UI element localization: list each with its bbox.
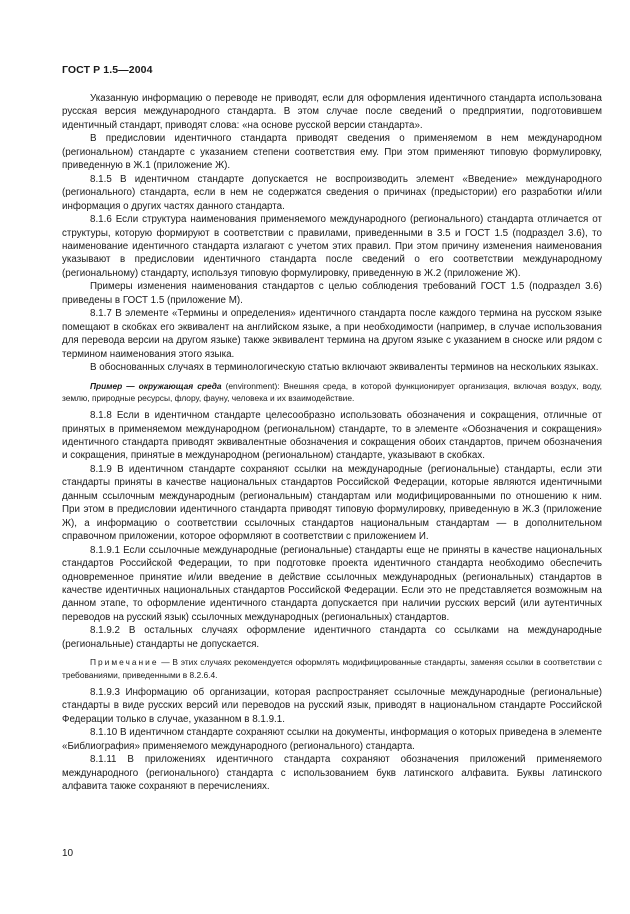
paragraph-preface-info: В предисловии идентичного стандарта приводят сведения о применяемом в нем международном (региональном) стандарте с указанием степени соответствия ему. При этом применяют типовую формулировку, приведенную в Ж.1 (приложение Ж). bbox=[62, 133, 602, 172]
paragraph-8-1-11: 8.1.11 В приложениях идентичного стандарта сохраняют обозначения приложений применяемого международного (регионального) стандарта с использованием букв латинского алфавита. Буквы латинского алфавита также сохраняют в перечислениях. bbox=[62, 754, 602, 793]
note-block bbox=[62, 656, 602, 681]
paragraph-8-1-10: 8.1.10 В идентичном стандарте сохраняют ссылки на документы, информация о которых приведена в элементе «Библиография» применяемого международного (регионального) стандарта. bbox=[62, 727, 602, 752]
page-header-title: ГОСТ Р 1.5—2004 bbox=[62, 64, 153, 76]
note-text: — В этих случаях рекомендуется оформлять модифицированные стандарты, заменяя ссылки в соответствии с требованиями, приведенными в 8.2.6.4. bbox=[62, 657, 602, 680]
paragraph-8-1-5: 8.1.5 В идентичном стандарте допускается не воспроизводить элемент «Введение» международного (регионального) стандарта, если в нем не содержатся сведения о причинах (предыстории) его разработки и/или информация о других частях данного стандарта. bbox=[62, 173, 602, 212]
paragraph-8-1-9-1: 8.1.9.1 Если ссылочные международные (региональные) стандарты еще не приняты в качестве национальных стандартов Российской Федерации, то при подготовке проекта идентичного стандарта необходимо обеспечить одновременное принятие и/или введение в действие ссылочных международных (региональных) стандартов в качестве идентичных национальных стандартов Российской Федерации. Если это не представляется возможным на данном этапе, то оформление идентичного стандарта допускается при наличии русских версий (или аутентичных переводов на русский язык) ссылочных международных (региональных) стандартов. bbox=[62, 544, 602, 623]
paragraph-8-1-6: 8.1.6 Если структура наименования применяемого международного (регионального) стандарта отличается от структуры, которую формируют в соответствии с правилами, приведенными в 3.5 и ГОСТ 1.5 (подраздел 3.6), то наименование идентичного стандарта излагают с учетом этих правил. При этом причину изменения наименования указывают в предисловии идентичного стандарта после сведений о его соответствии международному (региональному) стандарту, используя типовую формулировку, приведенную в Ж.2 (приложение Ж). bbox=[62, 214, 602, 279]
paragraph-8-1-9-3: 8.1.9.3 Информацию об организации, которая распространяет ссылочные международные (региональные) стандарты в виде русских версий или переводов на русский язык, приводят в национальном стандарте Российской Федерации только в случае, указанном в 8.1.9.1. bbox=[62, 686, 602, 725]
paragraph-8-1-7: 8.1.7 В элементе «Термины и определения» идентичного стандарта после каждого термина на русском языке помещают в скобках его эквивалент на английском языке, а при необходимости (например, в случае использования для перевода версии на другом языке) также эквивалент термина на другом языке с указанием в сноске или рядом с термином наименования этого языка. bbox=[62, 308, 602, 360]
paragraph-8-1-9-2: 8.1.9.2 В остальных случаях оформление идентичного стандарта со ссылками на международные (региональные) стандарты не допускается. bbox=[62, 625, 602, 650]
page-number: 10 bbox=[62, 848, 74, 859]
paragraph-8-1-8: 8.1.8 Если в идентичном стандарте целесообразно использовать обозначения и сокращения, отличные от принятых в применяемом международном (региональном) стандарте, то в элементе «Обозначения и сокращения» идентичного стандарта приводят эквивалентные обозначения и сокращения обоих стандартов, причем обозначения и сокращения, принятые в международном (региональном) стандарте, указывают в скобках. bbox=[62, 410, 602, 462]
paragraph-8-1-9: 8.1.9 В идентичном стандарте сохраняют ссылки на международные (региональные) стандарты, если эти стандарты приняты в качестве национальных стандартов Российской Федерации, которые являются идентичными данным ссылочным международным (региональным) стандартам или модифицированными по отношению к ним. При этом в предисловии идентичного стандарта приводят типовую формулировку, приведенную в Ж.3 (приложение Ж), а информацию о соответствии ссылочных стандартов национальным стандартам — в дополнительном справочном приложении, которое оформляют в соответствии с приложением И. bbox=[62, 463, 602, 543]
example-label: Пример — окружающая среда bbox=[90, 380, 222, 391]
example-block bbox=[62, 380, 602, 405]
page-body bbox=[62, 92, 602, 793]
paragraph-multilang-terms: В обоснованных случаях в терминологическую статью включают эквиваленты терминов на нескольких языках. bbox=[90, 362, 599, 374]
paragraph-translation-info: Указанную информацию о переводе не приводят, если для оформления идентичного стандарта использована русская версия международного стандарта. В этом случае после сведений о предприятии, подготовившем идентичный стандарт, приводят слова: «на основе русской версии стандарта». bbox=[62, 93, 602, 131]
example-text: (environment): Внешняя среда, в которой функционирует организация, включая воздух, воду, землю, природные ресурсы, флору, фауну, человека и их взаимодействие. bbox=[62, 380, 603, 403]
paragraph-name-examples: Примеры изменения наименования стандартов с целью соблюдения требований ГОСТ 1.5 (подраздел 3.6) приведены в ГОСТ 1.5 (приложение М). bbox=[62, 281, 602, 306]
note-label: Примечание bbox=[90, 657, 159, 668]
